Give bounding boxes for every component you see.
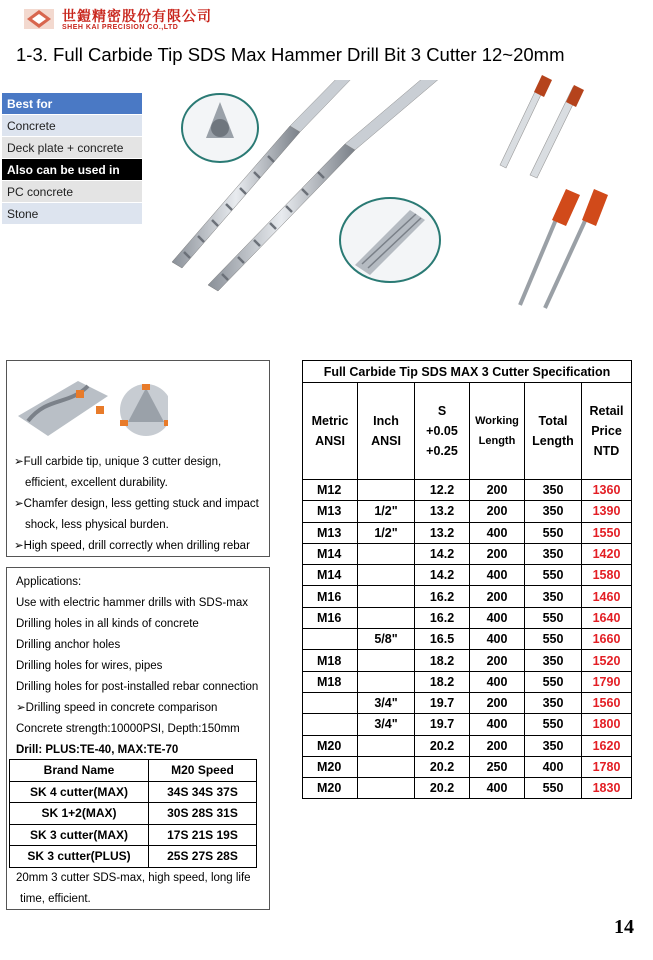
cell-working-length: 200 <box>470 692 525 713</box>
arrow-bullet-icon: ➢ <box>16 702 26 714</box>
cell-working-length: 400 <box>470 671 525 692</box>
also-used-header: Also can be used in <box>2 159 142 181</box>
cell-total-length: 550 <box>525 778 582 799</box>
cell-size: 20.2 <box>415 756 470 777</box>
cell-working-length: 400 <box>470 522 525 543</box>
conditions-line: Concrete strength:10000PSI, Depth:150mm <box>16 723 240 735</box>
cell-working-length: 400 <box>470 629 525 650</box>
cell-size: 18.2 <box>415 671 470 692</box>
table-row <box>303 586 632 607</box>
cell-inch: 5/8" <box>358 629 415 650</box>
cell-size: 16.2 <box>415 586 470 607</box>
cell-price: 1420 <box>582 543 632 564</box>
column-header: M20 Speed <box>149 760 257 782</box>
cell-price: 1560 <box>582 692 632 713</box>
table-row <box>303 607 632 628</box>
table-row <box>303 714 632 735</box>
table-row <box>10 781 257 803</box>
cell-inch: 1/2" <box>358 522 415 543</box>
cell-inch <box>358 586 415 607</box>
drill-bits-photo <box>150 80 480 310</box>
cell-total-length: 400 <box>525 756 582 777</box>
cell-metric: M16 <box>303 607 358 628</box>
table-row <box>303 629 632 650</box>
company-name-english: SHEH KAI PRECISION CO.,LTD <box>62 24 179 31</box>
cell-working-length: 200 <box>470 501 525 522</box>
cell-inch <box>358 778 415 799</box>
cell-working-length: 200 <box>470 586 525 607</box>
table-cell: 25S 27S 28S <box>149 846 257 868</box>
table-row <box>10 803 257 825</box>
cell-total-length: 350 <box>525 650 582 671</box>
table-cell: SK 4 cutter(MAX) <box>10 781 149 803</box>
table-row <box>303 671 632 692</box>
column-header: Brand Name <box>10 760 149 782</box>
page-number: 14 <box>614 916 634 938</box>
cell-size: 20.2 <box>415 735 470 756</box>
column-header-price: Retail Price NTD <box>582 383 632 480</box>
cell-metric: M14 <box>303 565 358 586</box>
cell-total-length: 550 <box>525 714 582 735</box>
cell-size: 14.2 <box>415 565 470 586</box>
comparison-line: ➢Drilling speed in concrete comparison <box>16 702 218 714</box>
cell-metric: M16 <box>303 586 358 607</box>
cell-metric: M13 <box>303 522 358 543</box>
page-title: 1-3. Full Carbide Tip SDS Max Hammer Drill Bit 3 Cutter 12~20mm <box>16 44 565 65</box>
cell-total-length: 350 <box>525 692 582 713</box>
cell-size: 14.2 <box>415 543 470 564</box>
cell-inch <box>358 543 415 564</box>
cell-working-length: 400 <box>470 778 525 799</box>
speed-comparison-table <box>9 759 257 868</box>
cell-working-length: 400 <box>470 565 525 586</box>
cell-metric: M14 <box>303 543 358 564</box>
table-header-row <box>10 760 257 782</box>
table-row <box>303 565 632 586</box>
applications-list <box>16 572 270 761</box>
column-header-working-length: Working Length <box>470 383 525 480</box>
application-line: Use with electric hammer drills with SDS-max <box>16 597 248 609</box>
cell-size: 13.2 <box>415 501 470 522</box>
cell-size: 16.2 <box>415 607 470 628</box>
application-line: Drilling anchor holes <box>16 639 121 651</box>
cell-price: 1830 <box>582 778 632 799</box>
cell-inch <box>358 735 415 756</box>
cell-size: 19.7 <box>415 692 470 713</box>
cell-metric: M18 <box>303 650 358 671</box>
cell-metric <box>303 714 358 735</box>
feature-line: efficient, excellent durability. <box>25 477 168 489</box>
table-row <box>303 480 632 501</box>
carbide-tip-photo <box>18 376 168 444</box>
cell-metric: M20 <box>303 778 358 799</box>
cell-total-length: 350 <box>525 480 582 501</box>
table-row <box>303 501 632 522</box>
table-row <box>303 650 632 671</box>
cell-inch <box>358 756 415 777</box>
table-row <box>303 692 632 713</box>
column-header-metric: Metric ANSI <box>303 383 358 480</box>
cell-total-length: 350 <box>525 501 582 522</box>
cell-inch: 3/4" <box>358 692 415 713</box>
cell-working-length: 200 <box>470 480 525 501</box>
also-used-item: PC concrete <box>2 181 142 203</box>
table-row <box>10 846 257 868</box>
cell-inch: 3/4" <box>358 714 415 735</box>
cell-working-length: 250 <box>470 756 525 777</box>
cell-price: 1550 <box>582 522 632 543</box>
cell-metric <box>303 692 358 713</box>
cell-price: 1620 <box>582 735 632 756</box>
table-row <box>303 756 632 777</box>
cell-working-length: 400 <box>470 714 525 735</box>
cell-inch <box>358 607 415 628</box>
cell-price: 1520 <box>582 650 632 671</box>
cell-size: 19.7 <box>415 714 470 735</box>
table-cell: 30S 28S 31S <box>149 803 257 825</box>
drill-line: Drill: PLUS:TE-40, MAX:TE-70 <box>16 744 179 756</box>
arrow-bullet-icon: ➢ <box>14 498 24 510</box>
note-line: time, efficient. <box>20 893 91 905</box>
best-for-item: Concrete <box>2 115 142 137</box>
cell-price: 1780 <box>582 756 632 777</box>
spec-table <box>302 382 632 799</box>
cell-price: 1580 <box>582 565 632 586</box>
cell-price: 1790 <box>582 671 632 692</box>
also-used-item: Stone <box>2 203 142 225</box>
arrow-bullet-icon: ➢ <box>14 540 24 552</box>
column-header-total-length: Total Length <box>525 383 582 480</box>
table-row <box>303 522 632 543</box>
cell-inch <box>358 650 415 671</box>
cell-size: 20.2 <box>415 778 470 799</box>
cell-price: 1800 <box>582 714 632 735</box>
arrow-bullet-icon: ➢ <box>14 456 24 468</box>
cell-size: 16.5 <box>415 629 470 650</box>
summary-note <box>16 868 270 910</box>
cell-price: 1640 <box>582 607 632 628</box>
cell-total-length: 550 <box>525 671 582 692</box>
note-line: 20mm 3 cutter SDS-max, high speed, long life <box>16 872 251 884</box>
feature-line: shock, less physical burden. <box>25 519 169 531</box>
cell-total-length: 350 <box>525 735 582 756</box>
table-cell: SK 1+2(MAX) <box>10 803 149 825</box>
cell-inch <box>358 671 415 692</box>
cell-total-length: 350 <box>525 543 582 564</box>
best-for-header: Best for <box>2 93 142 115</box>
cell-metric: M12 <box>303 480 358 501</box>
cell-working-length: 200 <box>470 650 525 671</box>
feature-bullet: ➢Full carbide tip, unique 3 cutter design, <box>14 456 222 468</box>
cell-working-length: 200 <box>470 735 525 756</box>
table-row <box>303 543 632 564</box>
table-header-row <box>303 383 632 480</box>
cell-total-length: 350 <box>525 586 582 607</box>
cell-price: 1360 <box>582 480 632 501</box>
table-row <box>303 735 632 756</box>
cell-price: 1660 <box>582 629 632 650</box>
cell-total-length: 550 <box>525 565 582 586</box>
table-cell: 17S 21S 19S <box>149 824 257 846</box>
cell-metric: M13 <box>303 501 358 522</box>
table-row <box>10 824 257 846</box>
feature-bullet: ➢High speed, drill correctly when drilling rebar <box>14 540 250 552</box>
cell-inch: 1/2" <box>358 501 415 522</box>
applications-heading: Applications: <box>16 576 82 588</box>
cell-inch <box>358 480 415 501</box>
cell-metric <box>303 629 358 650</box>
cell-price: 1460 <box>582 586 632 607</box>
cell-size: 13.2 <box>415 522 470 543</box>
company-name-chinese: 世鎧精密股份有限公司 <box>62 9 212 25</box>
cell-working-length: 200 <box>470 543 525 564</box>
spec-table-title: Full Carbide Tip SDS MAX 3 Cutter Specification <box>302 360 632 382</box>
packaged-bits-photo <box>490 70 640 310</box>
application-line: Drilling holes for wires, pipes <box>16 660 163 672</box>
cell-metric: M20 <box>303 735 358 756</box>
cell-total-length: 550 <box>525 629 582 650</box>
table-cell: 34S 34S 37S <box>149 781 257 803</box>
cell-working-length: 400 <box>470 607 525 628</box>
column-header-size: S +0.05 +0.25 <box>415 383 470 480</box>
best-for-item: Deck plate + concrete <box>2 137 142 159</box>
cell-price: 1390 <box>582 501 632 522</box>
table-cell: SK 3 cutter(MAX) <box>10 824 149 846</box>
table-cell: SK 3 cutter(PLUS) <box>10 846 149 868</box>
cell-total-length: 550 <box>525 522 582 543</box>
column-header-inch: Inch ANSI <box>358 383 415 480</box>
feature-bullet: ➢Chamfer design, less getting stuck and impact <box>14 498 259 510</box>
best-for-table <box>2 93 142 225</box>
cell-size: 18.2 <box>415 650 470 671</box>
application-line: Drilling holes in all kinds of concrete <box>16 618 199 630</box>
application-line: Drilling holes for post-installed rebar connection <box>16 681 259 693</box>
cell-metric: M18 <box>303 671 358 692</box>
spec-table-body <box>303 480 632 799</box>
cell-size: 12.2 <box>415 480 470 501</box>
table-row <box>303 778 632 799</box>
cell-inch <box>358 565 415 586</box>
cell-total-length: 550 <box>525 607 582 628</box>
features-list <box>14 452 274 557</box>
company-logo <box>24 7 54 31</box>
cell-metric: M20 <box>303 756 358 777</box>
